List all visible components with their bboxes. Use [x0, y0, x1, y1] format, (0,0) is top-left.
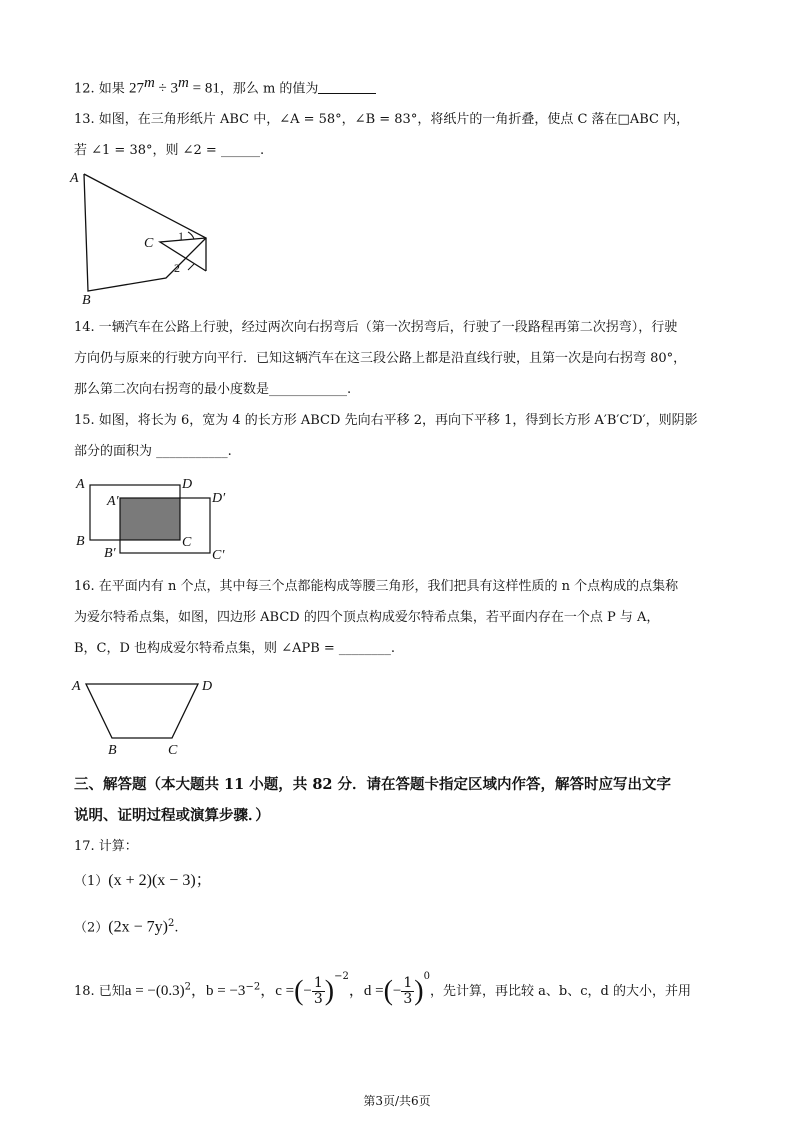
- question-12: 12. 如果 $27^m \div 3^m = 81$，那么 m 的值为: [74, 73, 376, 99]
- question-17-title: 17. 计算：: [74, 839, 138, 854]
- q16-trapezoid: [86, 684, 198, 738]
- question-14-line-1: 14. 一辆汽车在公路上行驶，经过两次向右拐弯后（第一次拐弯后，行驶了一段路程再第二次拐弯），行驶: [74, 320, 678, 335]
- q15-label-a: A: [76, 477, 85, 492]
- question-13-line-1: 13. 如图，在三角形纸片 ABC 中，∠A = 58°，∠B = 83°，将纸片的一角折叠，使点 C 落在□ABC 内，: [74, 112, 690, 127]
- q13-angle-1: 1: [178, 229, 184, 243]
- q16-label-c: C: [168, 743, 178, 758]
- section-3-heading: 三、解答题（本大题共 11 小题，共 82 分．请在答题卡指定区域内作答，解答时应写出文字: [74, 776, 672, 793]
- q15-label-b-prime: B′: [104, 546, 116, 561]
- fraction-one-third: $\frac{1}{3}$: [403, 975, 413, 1007]
- q16-label-a: A: [72, 679, 81, 694]
- q15-label-c: C: [182, 535, 192, 550]
- question-13-line-2: 若 ∠1 = 38°，则 ∠2 = ______.: [74, 143, 265, 158]
- q15-label-d: D: [182, 477, 193, 492]
- section-3-heading-cont: 说明、证明过程或演算步骤．）: [74, 807, 270, 824]
- q16-trapezoid-figure: [66, 672, 226, 758]
- q15-shaded-region: [120, 498, 180, 540]
- question-17-part-1: （1）(x + 2)(x − 3)；: [74, 872, 212, 889]
- q13-label-a: A: [70, 171, 79, 186]
- question-16-line-2: 为爱尔特希点集，如图，四边形 ABCD 的四个顶点构成爱尔特希点集，若平面内存在一个点 P 与 A，: [74, 610, 660, 625]
- fraction-one-third: $\frac{1}{3}$: [313, 975, 323, 1007]
- q13-angle-2: 2: [174, 261, 180, 275]
- q13-triangle-figure: [66, 166, 216, 308]
- page-footer: 第3页/共6页: [363, 1094, 431, 1108]
- question-15-line-2: 部分的面积为 ___________.: [74, 444, 232, 459]
- question-14-line-2: 方向仍与原来的行驶方向平行．已知这辆汽车在这三段公路上都是沿直线行驶，且第一次是向右拐弯 80°，: [74, 351, 687, 366]
- q15-label-b: B: [76, 534, 85, 549]
- q15-label-c-prime: C′: [212, 548, 225, 563]
- q13-label-c: C: [144, 236, 154, 251]
- q13-outline: [84, 174, 206, 291]
- q15-label-d-prime: D′: [212, 491, 226, 506]
- question-16-line-1: 16. 在平面内有 n 个点，其中每三个点都能构成等腰三角形，我们把具有这样性质的 n 个点构成的点集称: [74, 579, 679, 594]
- question-14-line-3: 那么第二次向右拐弯的最小度数是____________.: [74, 382, 352, 397]
- q15-rectangles-figure: [70, 472, 240, 564]
- question-16-line-3: B，C，D 也构成爱尔特希点集，则 ∠APB = ________.: [74, 641, 396, 656]
- answer-blank: [318, 79, 376, 94]
- q16-label-d: D: [202, 679, 213, 694]
- q13-label-b: B: [82, 293, 91, 308]
- question-15-line-1: 15. 如图，将长为 6，宽为 4 的长方形 ABCD 先向右平移 2，再向下平移 1，得到长方形 A′B′C′D′，则阴影: [74, 413, 698, 428]
- question-17-part-2: $(2)(2x - 7y)^2$.: [74, 918, 179, 936]
- q16-label-b: B: [108, 743, 117, 758]
- q15-label-a-prime: A′: [107, 494, 119, 509]
- question-18: 18. 已知$a = -(0.3)^2$，$b = -3^{-2}$，c =(− $\frac{1}{3}$ )$^{-2}$，d =(− $\frac{1}{3}$ )$^0$，先计算，再比较 a、b、c，d 的大小，并用: [74, 971, 691, 1007]
